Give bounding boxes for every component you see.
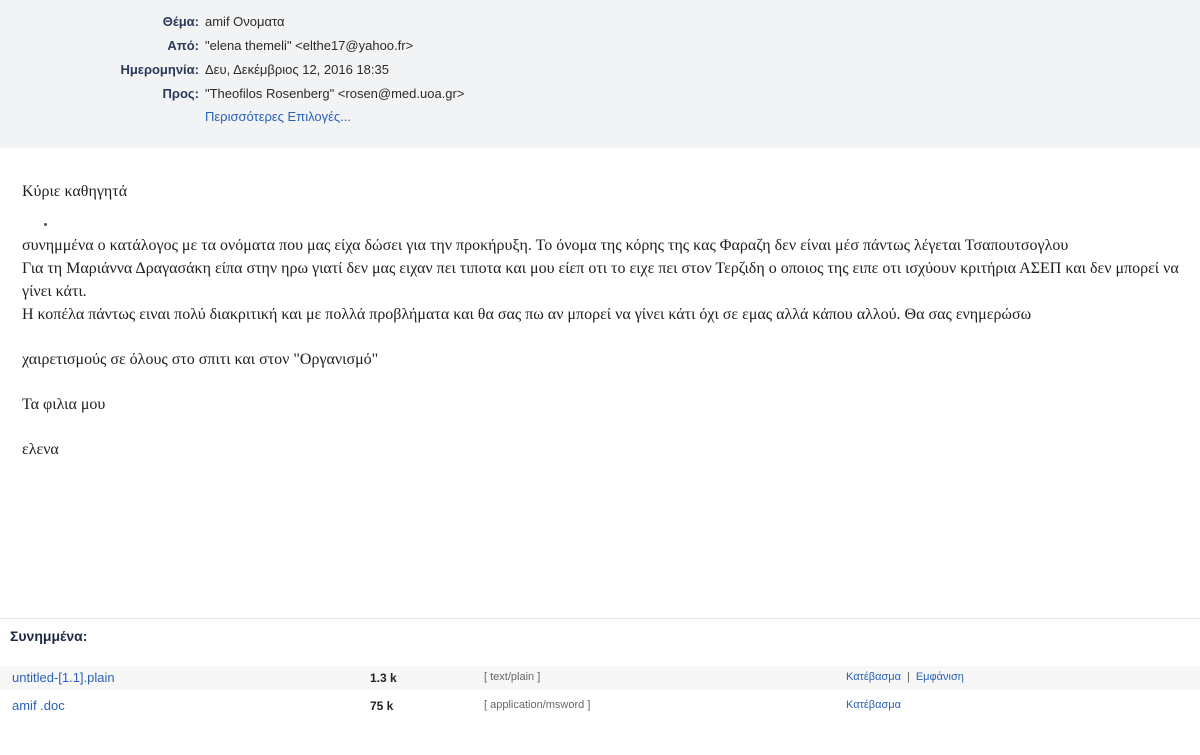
attachment-row bbox=[0, 666, 1200, 690]
subject-label: Θέμα: bbox=[162, 14, 199, 29]
attachment-row bbox=[0, 694, 1200, 718]
attachment-actions bbox=[846, 699, 901, 711]
greetings-line: χαιρετισμούς σε όλους στο σπιτι και στον "Οργανισμό" bbox=[22, 351, 379, 368]
message-header bbox=[0, 0, 1200, 148]
attachment-size: 75 k bbox=[370, 699, 394, 713]
message-body bbox=[22, 180, 1182, 461]
date-label: Ημερομηνία: bbox=[120, 62, 199, 77]
attachment-type: [ application/msword ] bbox=[484, 699, 591, 711]
attachments-divider bbox=[0, 618, 1200, 619]
attachment-name-link[interactable]: untitled-[1.1].plain bbox=[12, 670, 115, 685]
from-label: Από: bbox=[167, 38, 199, 53]
attachments-title: Συνημμένα: bbox=[10, 628, 88, 644]
signature: ελενα bbox=[22, 441, 59, 458]
attachment-type: [ text/plain ] bbox=[484, 671, 541, 683]
paragraph-1: συνημμένα ο κατάλογος με τα ονόματα που μας είχα δώσει για την προκήρυξη. Το όνομα της κόρης της κας Φαραζη δεν είναι μέσ πάντως λέγεται Τσαπουτσογλου bbox=[22, 237, 1069, 254]
date-value: Δευ, Δεκέμβριος 12, 2016 18:35 bbox=[205, 62, 389, 77]
action-separator: | bbox=[906, 671, 910, 683]
download-link[interactable]: Κατέβασμα bbox=[846, 671, 901, 683]
paragraph-2: Για τη Μαριάννα Δραγασάκη είπα στην ηρω γιατί δεν μας ειχαν πει τιποτα και μου είεπ οτι το ειχε πει στον Τερζιδη ο οποιος της ειπε οτι ισχύουν κριτήρια ΑΣΕΠ και δεν μπορεί να γίνει κάτι. bbox=[22, 260, 1179, 300]
paragraph-3: Η κοπέλα πάντως ειναι πολύ διακριτική και με πολλά προβλήματα και θα σας πω αν μπορεί να γίνει κάτι όχι σε εμας αλλά κάπου αλλού. Θα σας ενημερώσω bbox=[22, 306, 1032, 323]
attachment-size: 1.3 k bbox=[370, 671, 397, 685]
more-options-link[interactable]: Περισσότερες Επιλογές... bbox=[205, 109, 352, 124]
to-value: "Theofilos Rosenberg" <rosen@med.uoa.gr> bbox=[205, 86, 465, 101]
from-value: "elena themeli" <elthe17@yahoo.fr> bbox=[205, 38, 414, 53]
greeting: Κύριε καθηγητά bbox=[22, 183, 128, 200]
to-label: Προς: bbox=[162, 86, 199, 101]
subject-value: amif Ονοματα bbox=[205, 14, 285, 29]
attachment-actions bbox=[846, 671, 964, 683]
view-link[interactable]: Εμφάνιση bbox=[915, 671, 964, 683]
download-link[interactable]: Κατέβασμα bbox=[846, 699, 901, 711]
closing: Τα φιλια μου bbox=[22, 396, 106, 413]
attachment-name-link[interactable]: amif .doc bbox=[12, 698, 65, 713]
